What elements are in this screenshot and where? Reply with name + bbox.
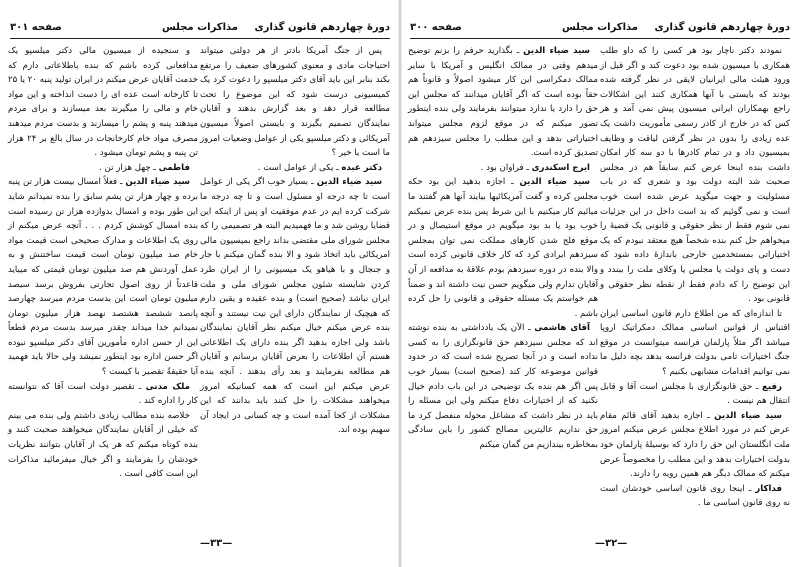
paragraph: ایرج اسکندری ـ فراوان بود . [480, 162, 590, 173]
paragraph: سید ضیاء الدین ـ فعلاً امسال بیست هزار تن پنبه برده و چهار هزار تن پشم سابق را بنده نمیدانم شاید این طور بوده و امسال بدوازده هزار تن رسیده است بنده امسال کوشش کردم . . . آنچه عرض میکنم از روی یک اطلاعات و مدارک صحیحی است قیمت مواد خام صد میلیون تومان است قیمت ساختنش و به عمل آوردنش هم صد میلیون تومان قیمتی که میباید قاعدتاً از روی اصول تجارتی بفروش برسد سیصد میلیون تومان است این بدست مردم میرسد چهارصد پانصد ششصد هشتصد نهصد هزار میلیون تومان نمیدانم خدا میداند چقدر میرسد بدست مردم قطعاً این از حسن اداره مأمورین آقای دکتر میلسپو نبوده اگر حسن اداره بود اینطور نمیشد ولی حالا باید فهمید آیا حقیقةً تقصیر با کیست ؟ [8, 177, 198, 378]
paragraph [600, 44, 790, 307]
right-page [400, 0, 800, 567]
paragraph-text: و سنجیده از میسیون مالی دکتر میلسپو یک مدافعانی کرده باشم که بنده باطلاعاتی دارم که خدمت آقایان عرض میکنم در ایران تولید پنبه ۲۰ یا ۲۵ تا کارخانه است عده ای را دست انداخته و این مواد خام و مالی را میگیرند بعد میسازند و برای مردم میدهند پنبه و پشم را میسازند و بدست مردم میدهند مصرف مواد خام کارخانجات در سال بالغ بر ۲۴ هزار تن پنبه و پشم تومان میشود . [8, 46, 198, 159]
page-number: صفحه ۳۰۱ [10, 22, 62, 33]
period-title: دورهٔ چهاردهم قانون گذاری [254, 22, 390, 33]
page-footer-number: —۳۳— [200, 538, 233, 549]
paragraph: سید ضیاء الدین ـ بگذارید حرفم را بزنم توضیح میدهم وقتی در ممالک انگلیس و آمریکا با سایر ممالک دمکراسی این کار میشود اصولاً و قانوناً هم حقاً بوده است که اگر آقایان میدانند که مجلس این حق را دارد یا ندارد میتوانند بفرمایند ولی بنده اینطور تصور میکنم که در موقع لزوم مجلس میتواند اختیاراتی بدهد و این مطلب را مجلس سیزدهم هم تصدیق کرده است. [408, 46, 598, 159]
paragraph [8, 44, 198, 161]
paragraph-text: چهل هزار تن . [99, 162, 151, 173]
paragraph: رفیع ـ حق قانونگزاری با مجلس است آقا و قابل انتقال هم نیست . [600, 381, 790, 407]
page-header [410, 22, 790, 39]
paragraph: فداکار ـ اینجا روی قانون اساسی خودشان است نه روی قانون اساسی ما . [600, 483, 790, 509]
speaker-name: سید ضیاء الدین [714, 410, 782, 421]
speaker-name: دکتر عبده [341, 162, 382, 173]
speaker-name: سید ضیاء الدین [523, 46, 590, 56]
paragraph: سید ضیاء الدین ـ اجازه بدهید این بود حکه مجلس کرده و گفت آمریکائیها بیایند آنها هم گفتند ما میائیم کار میکنیم با این شرط پس بنده عرض نمیکنم خوب بود یا بد بود میگویم در موقع استیصال و در موقع فلج شدن کارهای مملکت نمی توان بمجلس سیزدهم ایرادی کرد که کار خلاف قانونی کرده است والا بنده در دوره سیزدهم بودم علاقهٔ به مدافعه از آن آقایان ندارم ولی میگویم حسن نیت داشته اند و ضمناً هم خواستم یک مسئله حقوقی و قانونی را حل کرده باشم . [408, 177, 598, 319]
paragraph-text: بسیار خوب اگر یکی از عوامل است تا چه درجه او مسئول است و تا چه درجه ما شرکت کرده ایم در عدم موفقیت او پس از اینکه این قضایا روشن شد و ما فهمیدیم البته هر تصمیمی را که مجلس شورای ملی مقتضی بداند راجع بمیسیون مالی امریکائی باید اتخاذ شود و الا بنده گمان میکنم با جار و جنجال و با هیاهو یک میسیونی را از ایران طرد کردن شایسته شئون مجلس شورای ملی و ملت ایران نباشد (صحیح است) و بنده عقیده و یقین دارم که هیچیک از نمایندگان دارای این نیت نیستند و آنچه بنده عرض میکنم خیال میکنم نظر آقایان نمایندگان باشد ولی اجازه بدهید اگر بنده دارای یک اطلاعاتی هستم آن اطلاعات را بعرض آقایان برسانم و آقایان هم مطالعه بفرمایند و بعد رأی بدهند . آنچه بنده عرض میکنم این است که همه کسانیکه امروز میخواهند مشکلات را حل کنند باید بدانند که این مشکلات از کجا آمده است و چه کسانی در ایجاد آن سهیم بوده اند. [200, 177, 390, 436]
running-title: مذاکرات مجلس [161, 22, 239, 33]
paragraph-text: بگذارید حرفم را بزنم توضیح میدهم وقتی در ممالک انگلیس و آمریکا با سایر ممالک دمکراسی این کار میشود اصولاً و قانوناً هم حقاً بوده است که اگر آقایان میدانند که مجلس این حق را دارد یا ندارد میتوانند بفرمایند ولی بنده اینطور تصور میکنم که در موقع لزوم مجلس میتواند اختیاراتی بدهد و این مطلب را مجلس سیزدهم هم تصدیق کرده است. [408, 46, 598, 159]
paragraph: سید ضیاء الدین ـ اجازه بدهید آقای قائم مقام عرض کنم در مورد اطلاع مجلس عرض میکنم امروز ملت انگلستان این حق را دارد که بوسیلهٔ پارلمان خود بدولت اختیارات بدهد و این مطلب را مخصوصاً عرض میکنم که ممالک دیگر هم همین رویه را دارند. [600, 410, 790, 480]
paragraph: فاطمی ـ چهل هزار تن . [99, 162, 190, 173]
paragraph-text: اجازه بدهید آقای قائم مقام عرض کنم در مورد اطلاع مجلس عرض میکنم امروز ملت انگلستان این حق را دارد که بوسیلهٔ پارلمان خود بدولت اختیارات بدهد و این مطلب را مخصوصاً عرض میکنم که ممالک دیگر هم همین رویه را دارند. [600, 410, 790, 480]
paragraph [600, 307, 790, 380]
text-column [600, 44, 790, 511]
speaker-name: سید ضیاء الدین [316, 177, 383, 188]
speaker-name: رفیع [762, 381, 782, 392]
paragraph-text: اجازه بدهید این بود حکه مجلس کرده و گفت آمریکائیها بیایند آنها هم گفتند ما میائیم کار میکنیم با این شرط پس بنده عرض نمیکنم خوب بود یا بد بود میگویم در موقع استیصال و در موقع فلج شدن کارهای مملکت نمی توان بمجلس سیزدهم ایرادی کرد که کار خلاف قانونی کرده است والا بنده در دوره سیزدهم بودم علاقهٔ به مدافعه از آن آقایان ندارم ولی میگویم حسن نیت داشته اند و ضمناً هم خواستم یک مسئله حقوقی و قانونی را حل کرده باشم . [408, 177, 598, 319]
paragraph-text: فعلاً امسال بیست هزار تن پنبه برده و چهار هزار تن پشم سابق را بنده نمیدانم شاید این طور بوده و امسال بدوازده هزار تن رسیده است بنده امسال کوشش کردم . . . آنچه عرض میکنم از روی یک اطلاعات و مدارک صحیحی است قیمت مواد خام صد میلیون تومان است قیمت ساختنش و به عمل آوردنش هم صد میلیون تومان قیمتی که میباید قاعدتاً از روی اصول تجارتی بفروش برسد سیصد میلیون تومان است این بدست مردم میرسد چهارصد پانصد ششصد هشتصد نهصد هزار میلیون تومان نمیدانم خدا میداند چقدر میرسد بدست مردم قطعاً این از حسن اداره مأمورین آقای دکتر میلسپو نبوده اگر حسن اداره بود اینطور نمیشد ولی حالا باید فهمید آیا حقیقةً تقصیر با کیست ؟ [8, 177, 198, 378]
paragraph-text: نمودند دکتر ناچار بود هر کسی را که داو طلب همکاری با میسیون شده بود دعوت کند و اگر قبل از ورود هیئت مالی ایرانیان لایقی در نظر گرفته شده بودند که بایستی با آنها همکاری کنند این اشکالات راجع بهمکاران ایرانی میسیون پیش نمی آمد و هر کس که در خارج از کادر رسمی مأموریت داشت یک عده زیادی را بدون در نظر گرفتن لیاقت و وظایف بمیسیون داد و در تمام کادرها با دو سه کار امکان داشت بنده اینجا عرض کنم سابقاً هم در مجلس صحبت شد البته دولت بود و شعری که در باب مسئولیت و جهت میگوید عرض شده است خوب است و نمی گوئیم که بد است داخل در این جزئیات نمی شوم فقط از نظر حقوقی و قانونی یک قضیهٔ را میخواهم حل کنم بنده شخصاً هیچ معتقد نبودم که یک اختیاراتی بمستخدمین خارجی باندازهٔ داده شود که دست و پای دولت یا مجلس یا وکلای ملت را ببندد و این توضیح را که دادم فقط از نقطه نظر حقوقی و قانونی بود . [600, 46, 790, 305]
paragraph-text: یکی از عوامل است . [257, 162, 334, 173]
paragraph: سید ضیاء الدین ـ بسیار خوب اگر یکی از عوامل است تا چه درجه او مسئول است و تا چه درجه ما شرکت کرده ایم در عدم موفقیت او پس از اینکه این قضایا روشن شد و ما فهمیدیم البته هر تصمیمی را که مجلس شورای ملی مقتضی بداند راجع بمیسیون مالی امریکائی باید اتخاذ شود و الا بنده گمان میکنم با جار و جنجال و با هیاهو یک میسیونی را از ایران طرد کردن شایسته شئون مجلس شورای ملی و ملت ایران نباشد (صحیح است) و بنده عقیده و یقین دارم که هیچیک از نمایندگان دارای این نیت نیستند و آنچه بنده عرض میکنم خیال میکنم نظر آقایان نمایندگان باشد ولی اجازه بدهید اگر بنده دارای یک اطلاعاتی هستم آن اطلاعات را بعرض آقایان برسانم و آقایان هم مطالعه بفرمایند و بعد رأی بدهند . آنچه بنده عرض میکنم این است که همه کسانیکه امروز میخواهند مشکلات را حل کنند باید بدانند که این مشکلات از کجا آمده است و چه کسانی در ایجاد آن سهیم بوده اند. [200, 177, 390, 436]
text-column [8, 44, 198, 482]
paragraph-text: تقصیر دولت است آقا که نتوانسته کار را اداره کند . [8, 381, 198, 407]
paragraph-text: تا اندازه‌ای که من اطلاع دارم قانون اساسی ایران اقتباس از قوانین اساسی ممالک دمکراتیک اروپا میباشد اگر مثلاً پارلمان فرانسه میتوانست در موقع جنگ اختیارات تامی بدولت فرانسه بدهد بچه دلیل ما نمی توانیم اقدامات مشابهی بکنیم ؟ [600, 308, 790, 378]
speaker-name: سید ضیاء الدین [125, 177, 190, 188]
paragraph-text: فراوان بود . [480, 162, 524, 173]
speaker-name: فاطمی [158, 162, 190, 173]
paragraph: آقای هاشمی ـ الآن یک یادداشتی به بنده نوشته اند که مجلس سیزدهم حق قانونگزاری را به کسی نداده است و در آنجا تصریح شده است که در حدود قوانین موضوعه کار کند (صحیح است) بسیار خوب پس اگر هم بنده یک توضیحی در این باب دادم خیال نکنید که از اختیارات دفاع میکنم ولی این مسئله را باید در نظر داشت که مشاغل محوله منفصل کرد ما حق نداریم عالیترین مصالح کشور را باین سادگی بمخاطره بیندازیم من گمان میکنم [408, 323, 598, 451]
paragraph [200, 44, 390, 161]
page-header [10, 22, 390, 39]
paragraph-text: اینجا روی قانون اساسی خودشان است نه روی قانون اساسی ما . [600, 483, 790, 509]
period-title: دورهٔ چهاردهم قانون گذاری [654, 22, 790, 33]
paragraph-text: پس از جنگ آمریکا بادتر از هر دولتی میتواند احتیاجات مادی و معنوی کشورهای ضعیف را مرتفع بکند بنابر این باید آقای دکتر میلسپو را دعوت کرد یک کمیسیونی درست شود که این موضوع را تحت مطالعه قرار دهد و بعد گزارش بدهند و آقایان نمایندگان تصمیم بگیرند و بایستی اصولاً میسیون آمریکائی و دکتر میلسپو یکی از عوامل وضعیات امروز ما است یا خیر ؟ [200, 46, 390, 159]
text-column [408, 44, 598, 453]
speaker-name: سید ضیاء الدین [519, 177, 590, 188]
text-column [200, 44, 390, 438]
paragraph-text: خلاصه بنده مطالب زیادی داشتم ولی بنده می بینم که خیلی از آقایان نمایندگان میخواهند صحبت کنند و بنده کوتاه میکنم که هر یک از آقایان بتوانند نظریات خودشان را بفرمایند و اگر خیال میفرمائید مذاکرات این است کافی است . [8, 410, 198, 480]
paragraph-text: الآن یک یادداشتی به بنده نوشته اند که مجلس سیزدهم حق قانونگزاری را به کسی نداده است و در آنجا تصریح شده است که در حدود قوانین موضوعه کار کند (صحیح است) بسیار خوب پس اگر هم بنده یک توضیحی در این باب دادم خیال نکنید که از اختیارات دفاع میکنم ولی این مسئله را باید در نظر داشت که مشاغل محوله منفصل کرد ما حق نداریم عالیترین مصالح کشور را باین سادگی بمخاطره بیندازیم من گمان میکنم [408, 323, 598, 451]
speaker-name: ملک مدنی [145, 381, 191, 392]
paragraph: ملک مدنی ـ تقصیر دولت است آقا که نتوانسته کار را اداره کند . [8, 381, 198, 407]
page-footer-number: —۳۲— [595, 538, 628, 549]
speaker-name: ایرج اسکندری [531, 162, 590, 173]
speaker-name: آقای هاشمی [534, 323, 590, 334]
paragraph: دکتر عبده ـ یکی از عوامل است . [257, 162, 382, 173]
page-number: صفحه ۳۰۰ [410, 22, 462, 33]
paragraph [8, 409, 198, 482]
paragraph-text: حق قانونگزاری با مجلس است آقا و قابل انتقال هم نیست . [600, 381, 790, 407]
speaker-name: فداکار [755, 483, 782, 494]
running-title: مذاکرات مجلس [561, 22, 639, 33]
